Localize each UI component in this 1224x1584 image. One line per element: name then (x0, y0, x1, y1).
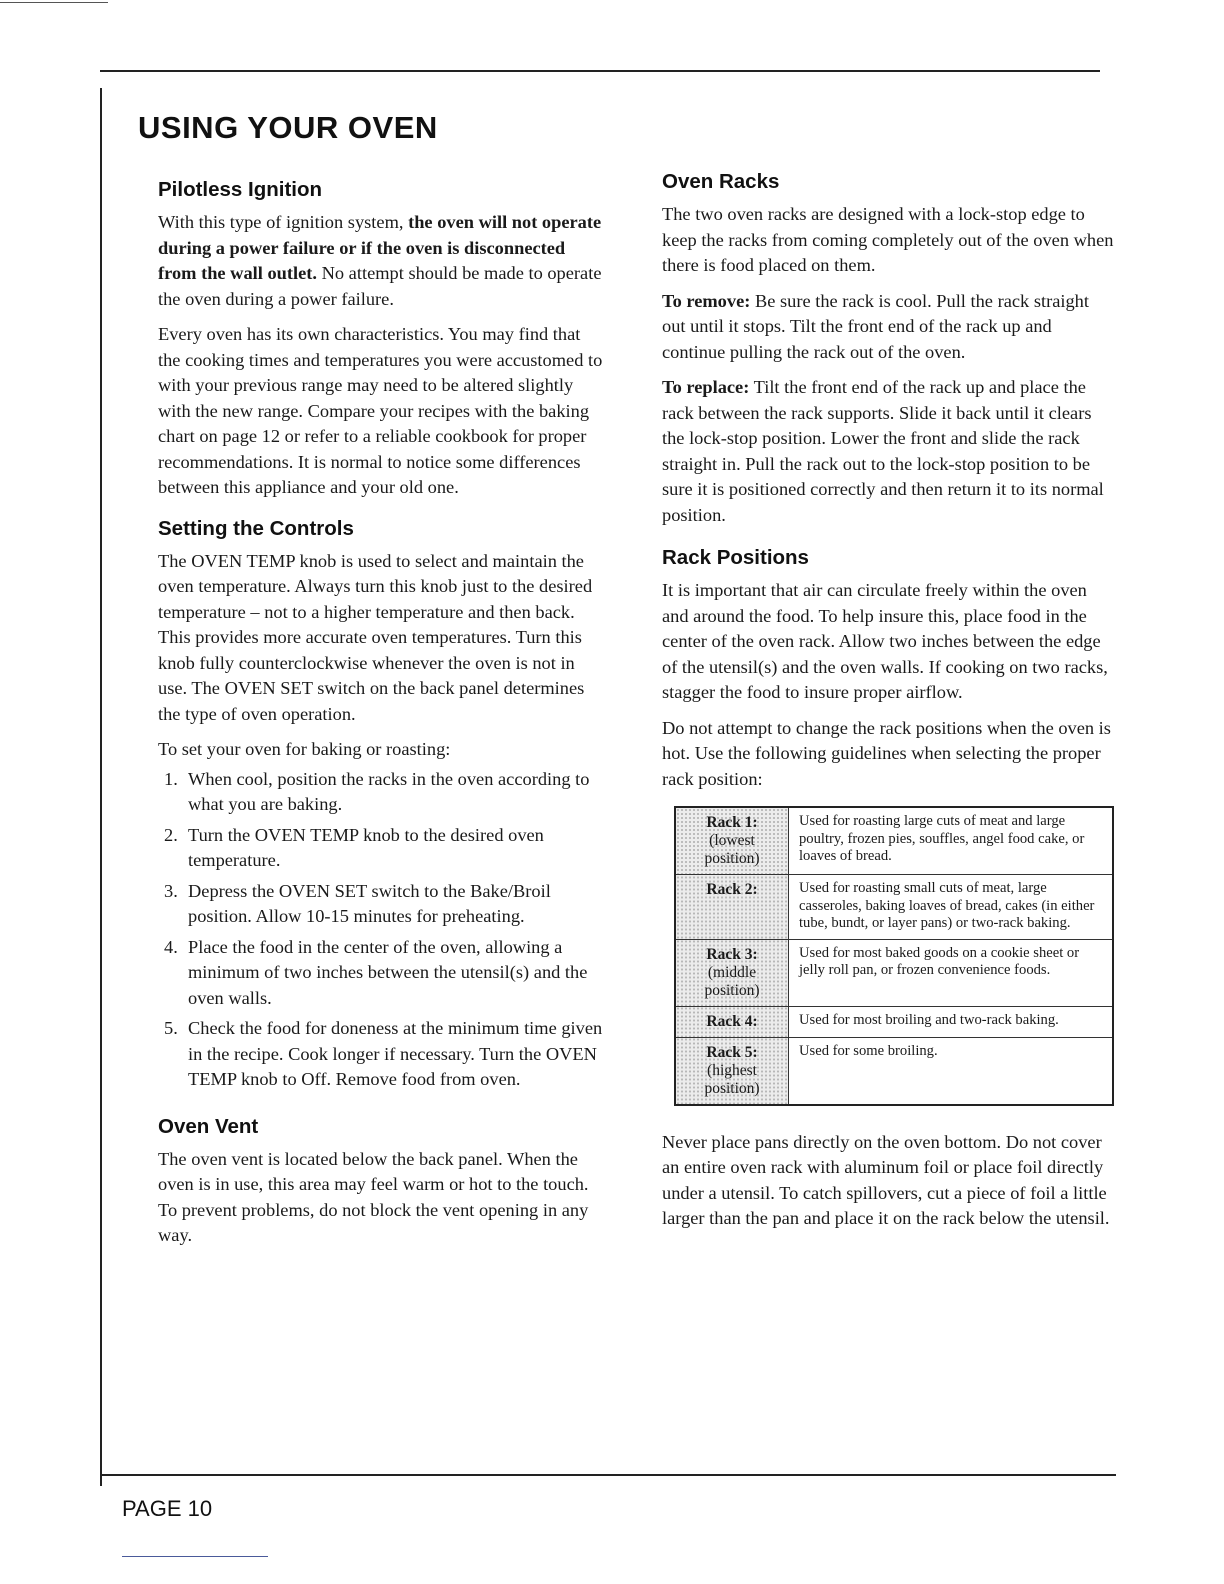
step-item (158, 767, 604, 818)
rack-description: Used for most broiling and two-rack baking. (789, 1006, 1114, 1037)
table-row (675, 939, 1113, 1006)
footer-rule (122, 1556, 268, 1557)
step-text: Turn the OVEN TEMP knob to the desired oven temperature. (188, 824, 544, 870)
controls-paragraph: The OVEN TEMP knob is used to select and maintain the oven temperature. Always turn this knob just to the desired temperature – not to a higher temperature and then back. This provides more accurate oven temperatures. Turn this knob fully counterclockwise whenever the oven is not in use. The OVEN SET switch on the back panel determines the type of oven operation. (158, 550, 593, 724)
step-number: 1. (164, 768, 178, 789)
remove-text: Be sure the rack is cool. Pull the rack straight out until it stops. Tilt the front end of the rack up and continue pulling the rack out of the oven. (662, 290, 1089, 362)
rack-positions-paragraph-1: It is important that air can circulate freely within the oven and around the food. To help insure this, place food in the center of the oven rack. Allow two inches between the edge of the utensil(s) and the oven walls. If cooking on two racks, stagger the food to insure proper airflow. (662, 580, 1108, 702)
pilotless-p1-intro: With this type of ignition system, (158, 212, 409, 232)
pilotless-warning-bold: the oven will not operate during a power failure or if the oven is disconnected from the wall outlet. (158, 212, 602, 283)
replace-text: Tilt the front end of the rack up and place the rack between the rack supports. Slide it back until it clears the lock-stop position. Lower the front and slide the rack straight in. Pull the rack out to the lock-stop position to be sure it is positioned correctly and then return it to its normal position. (662, 377, 1104, 525)
page-title: USING YOUR OVEN (138, 110, 438, 145)
table-row (675, 807, 1113, 875)
oven-racks-paragraph: The two oven racks are designed with a lock-stop edge to keep the racks from coming completely out of the oven when there is food placed on them. (662, 204, 1114, 275)
pilotless-p1-tail: No attempt should be made to operate the oven during a power failure. (158, 263, 602, 309)
oven-racks-section (662, 170, 1114, 528)
table-row (675, 875, 1113, 940)
rack-description: Used for some broiling. (789, 1037, 1114, 1105)
rack-name: Rack 1: (706, 814, 758, 831)
step-item (158, 935, 604, 1012)
rack-note: (middle position) (704, 963, 760, 999)
oven-vent-paragraph: The oven vent is located below the back panel. When the oven is in use, this area may feel warm or hot to the touch. To prevent problems, do not block the vent opening in any way. (158, 1148, 589, 1245)
oven-racks-heading: Oven Racks (662, 170, 780, 193)
step-text: When cool, position the racks in the oven according to what you are baking. (188, 768, 590, 814)
rack-note: (lowest position) (704, 832, 760, 867)
top-rule (100, 70, 1100, 72)
remove-instructions (662, 289, 1114, 366)
page-number: PAGE 10 (122, 1496, 213, 1521)
table-row (675, 1006, 1113, 1037)
remove-label: To remove: (662, 290, 751, 311)
rack-positions-table (674, 806, 1114, 1106)
step-text: Check the food for doneness at the minimum time given in the recipe. Cook longer if necessary. Turn the OVEN TEMP knob to Off. Remove food from oven. (188, 1018, 603, 1089)
rack-positions-paragraph-3: Never place pans directly on the oven bottom. Do not cover an entire oven rack with aluminum foil or place foil directly under a utensil. To catch spillovers, cut a piece of foil a little larger than the pan and place it on the rack below the utensil. (662, 1131, 1110, 1228)
replace-label: To replace: (662, 377, 750, 397)
step-number: 2. (164, 824, 178, 845)
pilotless-paragraph-2: Every oven has its own characteristics. You may find that the cooking times and temperatures you were accustomed to with your previous range may need to be altered slightly with the new range. Compare your recipes with the baking chart on page 12 or refer to a reliable cookbook for proper recommendations. It is normal to notice some differences between this appliance and your old one. (158, 324, 603, 497)
rack-name: Rack 3: (706, 945, 758, 963)
rack-positions-section (662, 546, 1114, 1232)
rack-name: Rack 5: (706, 1043, 758, 1061)
controls-steps-list (158, 767, 604, 1093)
rack-label-cell (675, 1006, 789, 1037)
rack-description: Used for roasting large cuts of meat and large poultry, frozen pies, souffles, angel food cake, or loaves of bread. (789, 807, 1114, 875)
rack-positions-heading: Rack Positions (662, 546, 809, 569)
step-text: Place the food in the center of the oven, allowing a minimum of two inches between the utensil(s) and the oven walls. (188, 936, 588, 1008)
rack-label-cell (675, 939, 789, 1006)
controls-intro: To set your oven for baking or roasting: (158, 739, 451, 759)
rack-label-cell (675, 875, 789, 940)
step-number: 3. (164, 880, 178, 901)
setting-controls-heading: Setting the Controls (158, 516, 354, 540)
top-left-rule (0, 2, 108, 3)
oven-vent-heading: Oven Vent (158, 1114, 259, 1138)
rack-label-cell (675, 807, 789, 875)
oven-vent-section (158, 1115, 604, 1249)
rack-description: Used for roasting small cuts of meat, large casseroles, baking loaves of bread, cakes (in either tube, bundt, or layer pans) or two-rack baking. (789, 875, 1114, 940)
setting-controls-section (158, 517, 604, 1093)
rack-label-cell (675, 1037, 789, 1105)
pilotless-paragraph-1 (158, 210, 604, 312)
right-column (662, 170, 1114, 1242)
step-number: 4. (164, 936, 178, 957)
rack-description: Used for most baked goods on a cookie sheet or jelly roll pan, or frozen convenience foods. (789, 939, 1114, 1006)
left-rule (100, 88, 102, 1486)
step-item (158, 823, 604, 874)
step-item (158, 1016, 604, 1093)
bottom-rule (100, 1474, 1116, 1476)
table-row (675, 1037, 1113, 1105)
rack-note: (highest position) (704, 1061, 760, 1097)
rack-positions-paragraph-2: Do not attempt to change the rack positions when the oven is hot. Use the following guidelines when selecting the proper rack position: (662, 717, 1111, 789)
rack-name: Rack 2: (706, 881, 758, 898)
step-item (158, 879, 604, 930)
pilotless-ignition-section (158, 178, 604, 501)
step-text: Depress the OVEN SET switch to the Bake/Broil position. Allow 10-15 minutes for preheating. (188, 880, 551, 926)
step-number: 5. (164, 1018, 178, 1038)
replace-instructions (662, 375, 1114, 528)
left-column (158, 178, 604, 1259)
rack-name: Rack 4: (706, 1012, 758, 1030)
pilotless-ignition-heading: Pilotless Ignition (158, 178, 323, 201)
